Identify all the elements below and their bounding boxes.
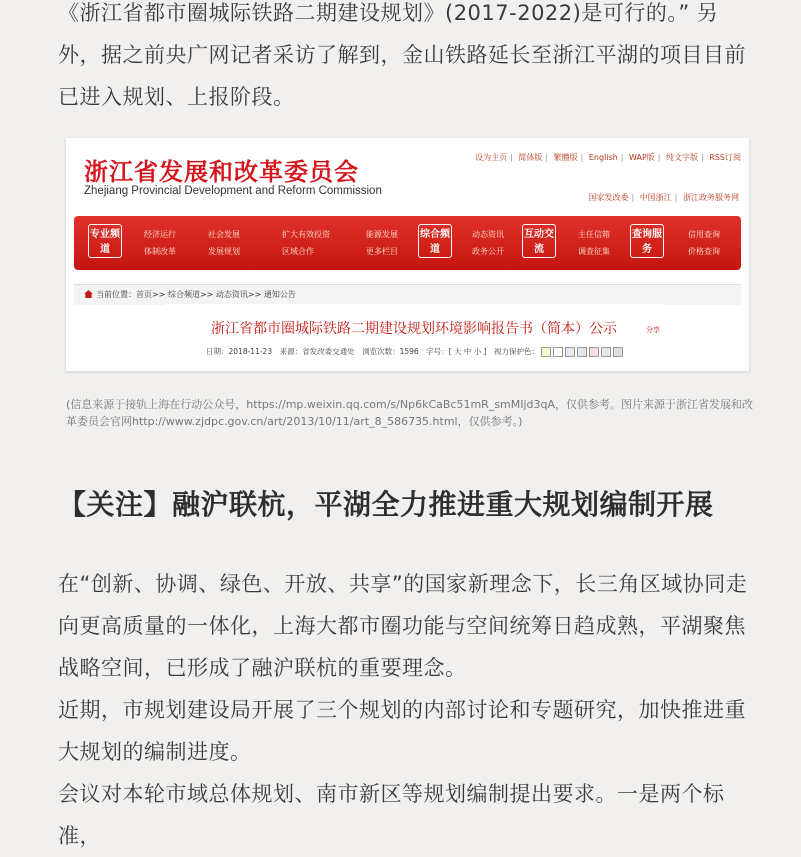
top-link: English [588, 153, 618, 162]
section-heading: 【关注】融沪联杭，平湖全力推进重大规划编制开展 [58, 488, 714, 521]
sub-link: 国家发改委 [588, 193, 629, 202]
eye-color-swatch [601, 347, 611, 357]
site-sub-links: 国家发改委 | 中国浙江 | 浙江政务服务网 [588, 193, 739, 202]
home-icon [84, 290, 93, 298]
document-title: 浙江省都市圈城际铁路二期建设规划环境影响报告书（简本）公示 [211, 321, 617, 337]
nav-link: 能源发展 [366, 230, 398, 239]
top-link: 简体版 [518, 153, 543, 162]
nav-link: 信用查询 [688, 230, 720, 239]
top-link: 繁體版 [553, 153, 578, 162]
eye-color-swatch [553, 347, 563, 357]
site-logo-english: Zhejiang Provincial Development and Reform Commission [84, 185, 382, 197]
eye-protection-swatches [539, 347, 623, 356]
nav-column [578, 226, 610, 260]
nav-link: 政务公开 [472, 247, 504, 256]
nav-link: 经济运行 [144, 230, 176, 239]
eye-color-swatch [589, 347, 599, 357]
nav-link: 区域合作 [282, 247, 314, 256]
nav-column [282, 226, 330, 260]
top-link: 设为主页 [475, 153, 508, 162]
nav-column [472, 226, 504, 260]
image-caption: (信息来源于接轨上海在行动公众号，https://mp.weixin.qq.com/s/Np6kCaBc51mR_smMIjd3qA，仅供参考。图片来源于浙江省发展和改革委员会官网http://www.zjdpc.gov.cn/art/2013/10/11/art_8_586735.html，仅供参考。) [66, 398, 754, 428]
nav-column [208, 226, 240, 260]
nav-button-professional: 专业频道 [88, 224, 122, 258]
nav-link: 更多栏目 [366, 247, 398, 256]
site-logo-chinese: 浙江省发展和改革委员会 [84, 158, 359, 186]
article-paragraph: 近期，市规划建设局开展了三个规划的内部讨论和专题研究，加快推进重大规划的编制进度。 [58, 698, 746, 764]
nav-link: 价格查询 [688, 247, 720, 256]
eye-color-swatch [577, 347, 587, 357]
top-link: RSS订阅 [709, 153, 741, 162]
sub-link: 浙江政务服务网 [683, 193, 739, 202]
nav-link: 发展规划 [208, 247, 240, 256]
nav-link: 社会发展 [208, 230, 240, 239]
site-nav-bar [74, 216, 741, 270]
top-link: WAP版 [629, 153, 655, 162]
document-header [164, 304, 664, 371]
eye-color-swatch [613, 347, 623, 357]
nav-link: 主任信箱 [578, 230, 610, 239]
article-paragraph: 在“创新、协调、绿色、开放、共享”的国家新理念下，长三角区域协同走向更高质量的一体化，上海大都市圈功能与空间统筹日趋成熟，平湖聚焦战略空间，已形成了融沪联杭的重要理念。 [58, 572, 748, 680]
top-link: 纯文字版 [666, 153, 699, 162]
nav-button-general: 综合频道 [418, 224, 452, 258]
document-meta-text: 日期：2018-11-23 来源：省发改委交通处 浏览次数：1596 字号：[ 大 中 小 ] 视力保护色： [206, 347, 540, 356]
nav-column [144, 226, 176, 260]
site-header [66, 138, 749, 216]
nav-button-interaction: 互动交流 [522, 224, 556, 258]
nav-link: 调查征集 [578, 247, 610, 256]
sub-link: 中国浙江 [639, 193, 672, 202]
eye-color-swatch [541, 347, 551, 357]
eye-color-swatch [565, 347, 575, 357]
share-label: 分享 [646, 326, 660, 334]
nav-link: 扩大有效投资 [282, 230, 330, 239]
document-meta [206, 346, 623, 357]
embedded-website-screenshot [66, 138, 749, 371]
nav-column [366, 226, 398, 260]
nav-column [688, 226, 720, 260]
article-paragraph: 会议对本轮市域总体规划、南市新区等规划编制提出要求。一是两个标准， [58, 782, 725, 848]
breadcrumb-bar [74, 284, 741, 305]
nav-link: 体制改革 [144, 247, 176, 256]
breadcrumb: 当前位置：首页>> 综合频道>> 动态资讯>> 通知公告 [96, 290, 296, 299]
nav-link: 动态资讯 [472, 230, 504, 239]
nav-button-query: 查询服务 [630, 224, 664, 258]
article-paragraph-top: 《浙江省都市圈城际铁路二期建设规划》(2017-2022)是可行的。” 另外，据之前央广网记者采访了解到，金山铁路延长至浙江平湖的项目目前已进入规划、上报阶段。 [58, 1, 746, 109]
site-top-links: 设为主页 | 简体版 | 繁體版 | English | WAP版 | 纯文字版 | RSS订阅 [475, 153, 741, 162]
